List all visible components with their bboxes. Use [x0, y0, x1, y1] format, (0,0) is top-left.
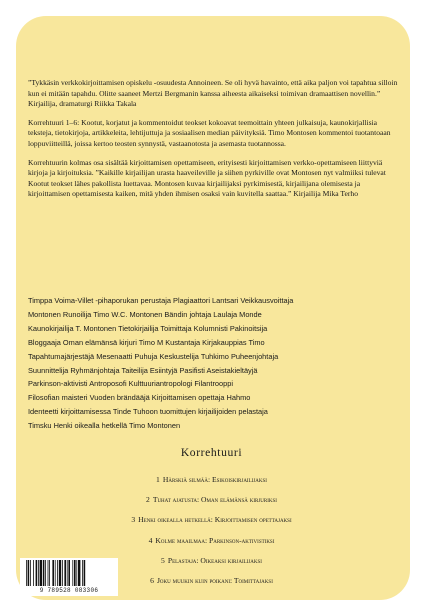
isbn-number: 9 789528 083306	[39, 587, 99, 594]
barcode-bar	[72, 560, 73, 586]
barcode-bar	[40, 560, 42, 586]
barcode-bar	[67, 560, 68, 586]
barcode-bar	[36, 560, 38, 586]
barcode-bar	[49, 560, 50, 586]
barcode-bar	[33, 560, 34, 586]
author-titles-line: Timsku Henki oikealla hetkellä Timo Montonen	[28, 421, 181, 431]
volume-item	[0, 470, 423, 490]
volume-item	[0, 531, 423, 551]
volume-title: Joku muukin kuin poikani: Toimittajaksi	[156, 576, 273, 586]
volume-number: 1	[156, 475, 160, 484]
series-heading: Korrehtuuri	[180, 446, 243, 459]
author-titles-line: Filosofian maisteri Vuoden brändääjä Kirjoittamisen opettaja Hahmo	[28, 393, 251, 403]
barcode-bar	[38, 560, 39, 586]
barcode-bar	[84, 560, 86, 586]
barcode-bar	[52, 560, 54, 586]
volume-number: 6	[150, 576, 154, 586]
barcode-bar	[30, 560, 31, 586]
author-titles-line: Identeetti kirjoittamisessa Tinde Tuhoon tuomittujen kirjailijoiden pelastaja	[28, 407, 268, 417]
barcode-bar	[68, 560, 70, 586]
barcode-bar	[26, 560, 27, 586]
barcode-bar	[59, 560, 61, 586]
volume-number: 2	[146, 495, 150, 505]
author-titles-line: Timppa Voima-Villet -pihaporukan perustaja Plagiaattori Lantsari Veikkausvoittaja	[28, 296, 294, 305]
barcode-bar	[28, 560, 30, 586]
barcode-bar	[74, 560, 76, 586]
author-titles-line: Bloggaaja Oman elämänsä kirjuri Timo M Kustantaja Kirjakauppias Timo	[28, 337, 265, 347]
blurb-quote-terho: Korrehtuurin kolmas osa sisältää kirjoittamisen opettamiseen, erityisesti kirjoittamisen verkko-opettamiseen liittyviä kirjoja ja kirjoituksia. ”Kaikille kirjailijan urasta haaveileville ja siihen pyrkiville ovat Montosen nyt valmiiksi tulevat Kootut teokset lähes pakollista luettavaa. Montosen kuvaa kirjailijaksi pyrkimisestä, kirjailijana olemisesta ja kirjoittamisen opettamisesta kaiken, mitä yhden ihmisen osaksi vain kuvitella saattaa.” Kirjailija Mika Terho	[28, 157, 386, 199]
blurb-quote-takala: ”Tykkäsin verkkokirjoittamisen opiskelu -osuudesta Annoineen. Se oli hyvä havainto, että aika paljon voi tapahtua silloin kun ei mitään tapahdu. Olitte saaneet Mertzi Bergmanin kanssa aiheesta aikaiseksi toimivan dramaattisen novellin.” Kirjailija, dramaturgi Riikka Takala	[28, 78, 398, 109]
barcode-bar	[43, 560, 45, 586]
author-titles-line: Suunnittelija Ryhmänjohtaja Taiteilija Esiintyjä Pasifisti Aseistakieltäyjä	[28, 365, 258, 375]
barcode-bar	[76, 560, 77, 586]
barcode-bar	[48, 560, 49, 586]
barcode-bar	[78, 560, 80, 586]
volume-title: Henki oikealla hetkellä: Kirjoittamisen opettajaksi	[138, 515, 292, 525]
volume-number: 4	[148, 535, 153, 545]
author-titles-line: Parkinson-aktivisti Antroposofi Kulttuuriantropologi Filantrooppi	[28, 379, 233, 389]
volume-number: 5	[161, 555, 165, 565]
barcode-bar	[82, 560, 83, 586]
author-titles-list	[28, 294, 398, 433]
author-titles-line: Montonen Runoilija Timo W.C. Montonen Bändin johtaja Laulaja Monde	[28, 309, 262, 319]
isbn-barcode	[20, 558, 118, 596]
author-titles-line: Kaunokirjailija T. Montonen Tietokirjailija Toimittaja Kolumnisti Pakinoitsija	[28, 323, 268, 333]
barcode-bar	[57, 560, 58, 586]
blurb-section	[28, 78, 398, 208]
barcode-bar	[64, 560, 66, 586]
volume-item	[0, 490, 423, 510]
volume-title: Kolme maailmaa: Parkinson-aktivistiksi	[155, 535, 275, 545]
volume-title: Tuhat ajatusta: Oman elämänsä kirjuriksi	[152, 495, 277, 505]
barcode-bar	[55, 560, 56, 586]
barcode-bars	[26, 560, 112, 586]
author-titles-line: Tapahtumajärjestäjä Mesenaatti Puhuja Keskustelija Tuhkimo Puheenjohtaja	[28, 351, 279, 361]
barcode-bar	[45, 560, 46, 586]
barcode-bar	[62, 560, 63, 586]
volume-number: 3	[131, 515, 136, 525]
volume-title: Pelastaja: Oikeaksi kirjailijaksi	[167, 555, 262, 565]
blurb-series-description: Korrehtuuri 1–6: Kootut, korjatut ja kommentoidut teokset kokoavat teemoittain yhteen julkaisuja, kaunokirjallisia teksteja, tietokirjoja, artikkeleita, lehtijuttuja ja sosiaalisen median päivityksiä. Timo Montosen kommentoi tuotantoaan loppuviitteillä, joissa kertoo teosten synnystä, vastaanotosta ja asemasta tuotannossa.	[28, 117, 391, 148]
volume-item	[0, 510, 423, 530]
volume-title: Härskiä silmää: Esikoiskirjailijaksi	[162, 475, 267, 484]
